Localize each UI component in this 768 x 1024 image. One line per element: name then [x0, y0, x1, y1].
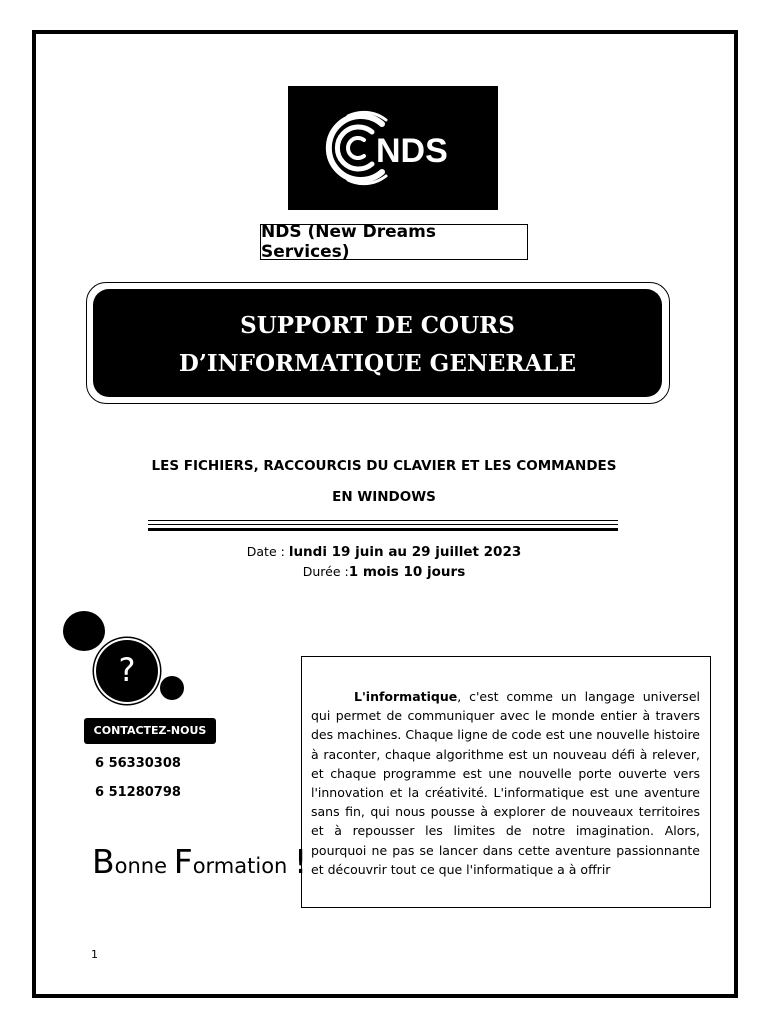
help-symbol: ? [118, 651, 136, 689]
separator-thin-middle [148, 524, 618, 525]
nds-logo [288, 86, 498, 210]
company-name: NDS (New Dreams Services) [261, 222, 436, 262]
greeting-initial-b: B [92, 842, 115, 881]
contact-badge-label: CONTACTEZ-NOUS [93, 724, 207, 737]
course-subtitle [120, 451, 648, 513]
page-number: 1 [91, 948, 98, 961]
date-label: Date : [246, 544, 289, 559]
intro-bold-term: L'informatique [354, 689, 458, 704]
company-name-box [260, 224, 528, 260]
greeting-exclamation: ! [294, 842, 308, 881]
subtitle-line-2: EN WINDOWS [332, 489, 436, 505]
help-icon [96, 640, 158, 702]
course-title [93, 289, 662, 397]
date-value: lundi 19 juin au 29 juillet 2023 [288, 544, 522, 560]
date-line [200, 544, 568, 560]
course-title-line-2: D’INFORMATIQUE GENERALE [178, 350, 577, 377]
duration-label: Durée : [302, 564, 349, 579]
closing-greeting [92, 842, 307, 881]
decorative-dot-small [160, 676, 184, 700]
phone-number-1: 6 56330308 [95, 756, 181, 771]
intro-paragraph: , c'est comme un langage universel qui permet de communiquer avec le monde entier à travers des machines. Chaque ligne de code est une nouvelle histoire à raconter, chaque algorithme est un nouveau défi à relever, et chaque programme est une nouvelle porte ouverte vers l'innovation et la créativité. L'informatique est une aventure sans fin, qui nous pousse à explorer de nouveaux territoires et à repousser les limites de notre imagination. Alors, pourquoi ne pas se lancer dans cette aventure passionnante et découvrir tout ce que l'informatique a à offrir [311, 689, 700, 877]
duration-line [200, 564, 568, 580]
separator-thick [148, 528, 618, 531]
nds-logo-mark [288, 86, 498, 210]
greeting-word-2-rest: ormation [192, 854, 295, 878]
greeting-word-1-rest: onne [114, 854, 174, 878]
contact-badge [84, 718, 216, 744]
greeting-initial-f: F [173, 842, 193, 881]
logo-text: NDS [376, 132, 448, 170]
intro-text-box [301, 656, 711, 908]
separator-thin-top [148, 520, 618, 521]
course-title-line-1: SUPPORT DE COURS [240, 312, 515, 339]
subtitle-line-1: LES FICHIERS, RACCOURCIS DU CLAVIER ET LES COMMANDES [151, 458, 617, 474]
duration-value: 1 mois 10 jours [348, 564, 466, 580]
phone-number-2: 6 51280798 [95, 785, 181, 800]
